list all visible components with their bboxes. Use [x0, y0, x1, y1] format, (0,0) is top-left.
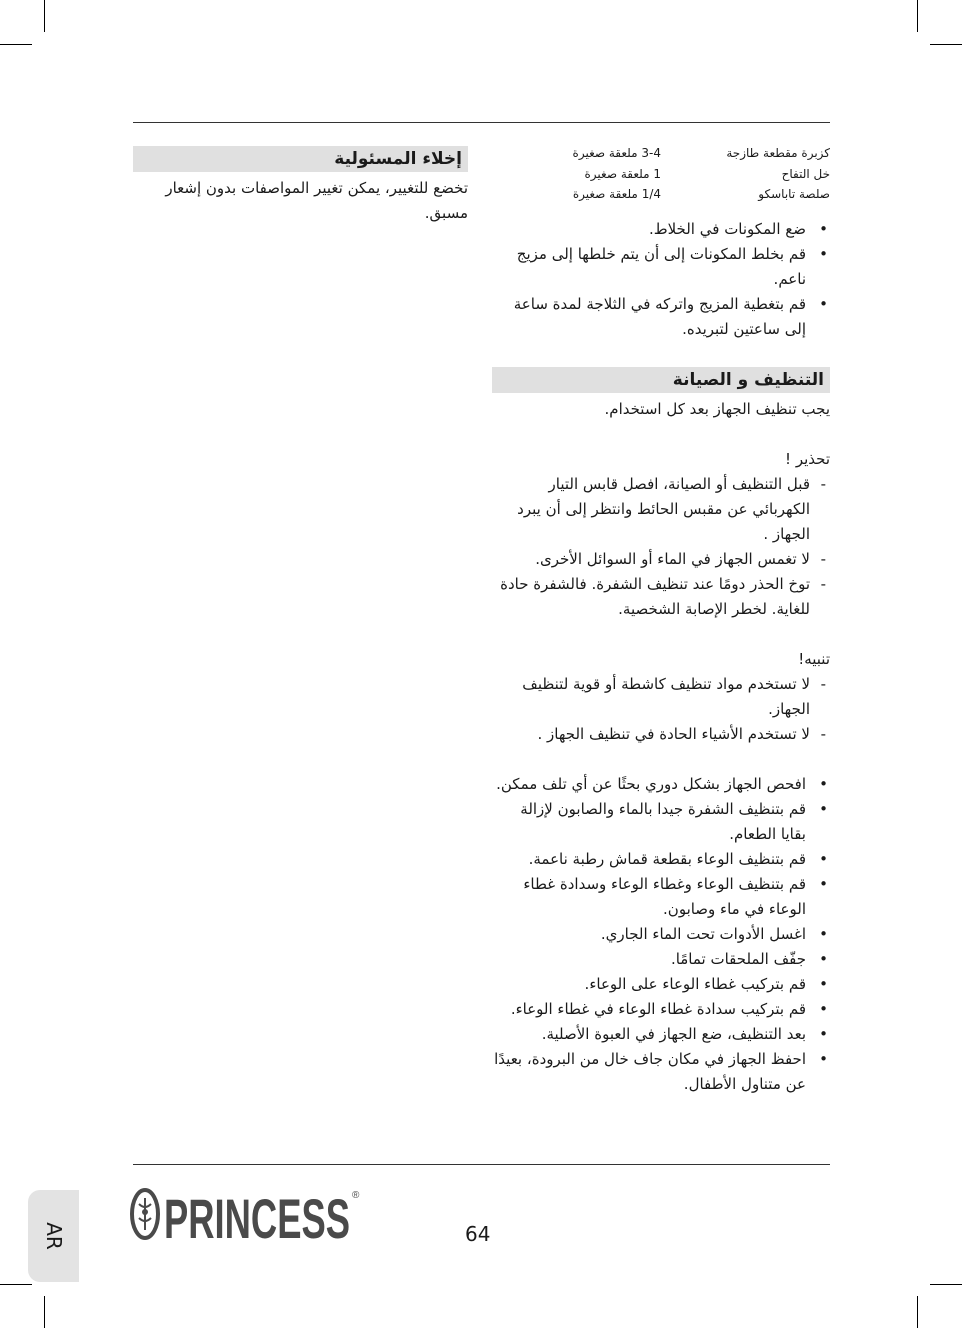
- list-item: • قم بتركيب غطاء الوعاء على الوعاء.: [492, 972, 830, 997]
- cleaning-intro: يجب تنظيف الجهاز بعد كل استخدام.: [604, 399, 830, 418]
- bottom-rule: [133, 1164, 830, 1165]
- list-item: - توخ الحذر دومًا عند تنظيف الشفرة. فالشفرة حادة للغاية. لخطر الإصابة الشخصية.: [492, 572, 830, 622]
- warning-list: [492, 472, 830, 622]
- disclaimer-text: تخضع للتغيير، يمكن تغيير المواصفات بدون إشعار مسبق.: [165, 179, 468, 222]
- list-item: • قم بتنظيف الوعاء بقطعة قماش رطبة ناعمة.: [492, 847, 830, 872]
- list-item: - قبل التنظيف أو الصيانة، افصل قابس التيار الكهربائي عن مقبس الحائط وانتظر إلى أن يبرد الجهاز .: [492, 472, 830, 547]
- crop-mark: [0, 1284, 32, 1285]
- list-item: - لا تغمس الجهاز في الماء أو السوائل الأخرى.: [492, 547, 830, 572]
- list-item: - لا تستخدم مواد تنظيف كاشطة أو قوية لتنظيف الجهاز.: [492, 672, 830, 722]
- list-item: • بعد التنظيف، ضع الجهاز في العبوة الأصلية.: [492, 1022, 830, 1047]
- caution-list: [492, 672, 830, 747]
- ingredient-quantity: 3-4 ملعقة صغيرة: [572, 146, 661, 160]
- top-rule: [133, 122, 830, 123]
- ingredient-quantity: 1/4 ملعقة صغيرة: [572, 187, 661, 201]
- disclaimer-heading: إخلاء المسئولية: [133, 146, 468, 172]
- registered-mark: ®: [352, 1190, 360, 1201]
- list-item: • جفّف الملحقات تمامًا.: [492, 947, 830, 972]
- right-column: [492, 143, 830, 1097]
- ingredient-name: خل التفاح: [781, 166, 830, 181]
- princess-crest-icon: [132, 1190, 158, 1238]
- princess-logo: [130, 1184, 362, 1244]
- list-item: • قم بتنظيف الشفرة جيدا بالماء والصابون لإزالة بقايا الطعام.: [492, 797, 830, 847]
- ingredients-table: [492, 143, 830, 205]
- ingredient-quantity: 1 ملعقة صغيرة: [584, 166, 661, 181]
- recipe-steps: [492, 217, 830, 342]
- crop-mark: [917, 1296, 918, 1328]
- brand-wordmark: PRINCESS: [164, 1187, 350, 1244]
- language-tab: [28, 1190, 79, 1282]
- crop-mark: [917, 0, 918, 32]
- cleaning-steps: [492, 772, 830, 1097]
- list-item: • اغسل الأدوات تحت الماء الجاري.: [492, 922, 830, 947]
- list-item: • احفظ الجهاز في مكان جاف خال من البرودة، بعيدًا عن متناول الأطفال.: [492, 1047, 830, 1097]
- warning-title: تحذير !: [785, 449, 830, 468]
- crop-mark: [0, 44, 32, 45]
- page-number: 64: [465, 1222, 491, 1246]
- left-column: [133, 146, 468, 226]
- list-item: • افحص الجهاز بشكل دوري بحثًا عن أي تلف ممكن.: [492, 772, 830, 797]
- caution-title: تنبيه!: [798, 649, 830, 668]
- cleaning-heading: التنظيف و الصيانة: [492, 367, 830, 393]
- list-item: • قم بتغطية المزيج واتركه في الثلاجة لمدة ساعة إلى ساعتين لتبريده.: [492, 292, 830, 342]
- ingredient-name: كزبرة مقطعة طازجة: [726, 146, 830, 160]
- crop-mark: [44, 0, 45, 32]
- crop-mark: [930, 44, 962, 45]
- list-item: • ضع المكونات في الخلاط.: [492, 217, 830, 242]
- list-item: - لا تستخدم الأشياء الحادة في تنظيف الجهاز .: [492, 722, 830, 747]
- list-item: • قم بخلط المكونات إلى أن يتم خلطها إلى مزيج ناعم.: [492, 242, 830, 292]
- list-item: • قم بتركيب سدادة غطاء الوعاء في غطاء الوعاء.: [492, 997, 830, 1022]
- crop-mark: [44, 1296, 45, 1328]
- ingredient-name: صلصة تاباسكو: [758, 187, 830, 201]
- crop-mark: [930, 1284, 962, 1285]
- language-tab-label: AR: [41, 1222, 66, 1250]
- list-item: • قم بتنظيف الوعاء وغطاء الوعاء وسدادة غطاء الوعاء في ماء وصابون.: [492, 872, 830, 922]
